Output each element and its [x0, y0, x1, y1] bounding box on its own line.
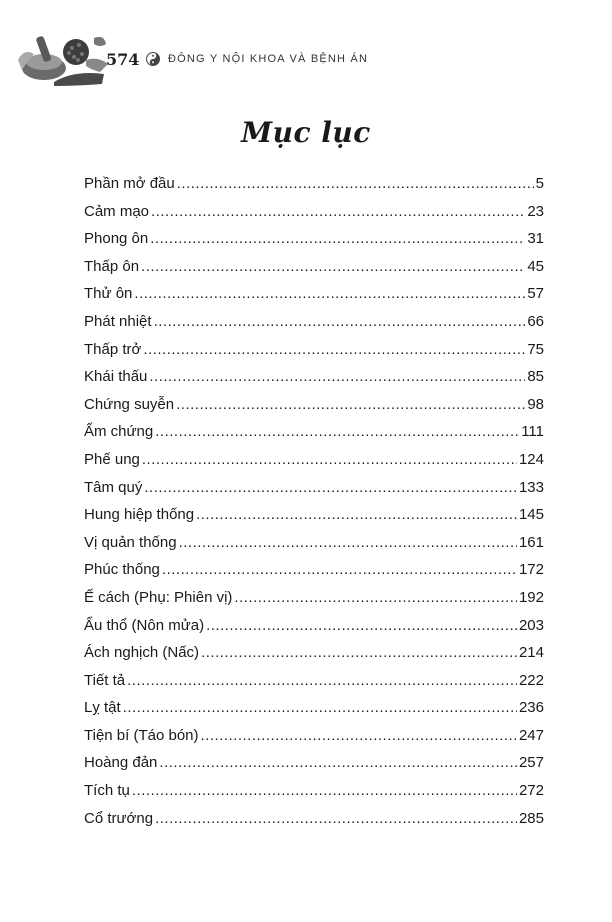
toc-entry[interactable]: [84, 589, 544, 617]
toc-entry[interactable]: [84, 506, 544, 534]
toc-entry[interactable]: [84, 313, 544, 341]
toc-entry[interactable]: [84, 699, 544, 727]
toc-entry[interactable]: [84, 396, 544, 424]
dot-leader: [149, 368, 525, 385]
toc-entry-page: 236: [518, 699, 544, 717]
dot-leader: [151, 203, 525, 220]
toc-entry[interactable]: [84, 285, 544, 313]
dot-leader: [154, 313, 526, 330]
toc-entry-label: Khái thấu: [84, 368, 148, 386]
toc-entry[interactable]: [84, 617, 544, 645]
dot-leader: [162, 561, 517, 578]
toc-entry-page: 257: [518, 754, 544, 772]
toc-entry-label: Tiết tả: [84, 671, 126, 689]
toc-entry-page: 214: [518, 644, 544, 662]
toc-entry-label: Tâm quý: [84, 478, 143, 496]
toc-entry-label: Tích tụ: [84, 782, 130, 800]
toc-entry[interactable]: [84, 341, 544, 369]
dot-leader: [123, 699, 517, 716]
dot-leader: [196, 506, 517, 523]
dot-leader: [234, 589, 517, 606]
dot-leader: [201, 644, 517, 661]
toc-entry-label: Hoàng đản: [84, 754, 158, 772]
toc-entry[interactable]: [84, 534, 544, 562]
toc-entry-page: 272: [518, 782, 544, 800]
toc-entry[interactable]: [84, 727, 544, 755]
dot-leader: [179, 534, 517, 551]
toc-entry-page: 66: [527, 312, 544, 330]
toc-entry[interactable]: [84, 203, 544, 231]
toc-entry[interactable]: [84, 810, 544, 838]
toc-title: Mục lục: [241, 116, 371, 149]
toc-entry-page: 222: [518, 671, 544, 689]
toc-entry-page: 111: [521, 423, 544, 441]
toc-entry[interactable]: [84, 782, 544, 810]
toc-entry[interactable]: [84, 230, 544, 258]
yin-yang-icon: [146, 52, 160, 66]
toc-entry-label: Ẩu thổ (Nôn mửa): [84, 616, 205, 634]
toc-entry-label: Vị quản thống: [84, 533, 177, 551]
toc-entry-page: 145: [518, 506, 544, 524]
dot-leader: [134, 285, 525, 302]
toc-entry[interactable]: [84, 423, 544, 451]
toc-entry-page: 23: [527, 202, 544, 220]
page-number: 574: [106, 50, 140, 69]
toc-entry-label: Ách nghịch (Nấc): [84, 644, 200, 662]
dot-leader: [141, 258, 525, 275]
toc-entry[interactable]: [84, 644, 544, 672]
dot-leader: [144, 479, 517, 496]
toc-entry[interactable]: [84, 479, 544, 507]
toc-entry-label: Lỵ tật: [84, 699, 121, 717]
toc-entry[interactable]: [84, 754, 544, 782]
toc-entry-page: 133: [518, 478, 544, 496]
toc-entry-label: Chứng suyễn: [84, 395, 175, 413]
toc-entry-page: 285: [518, 809, 544, 827]
book-title: ĐÔNG Y NỘI KHOA VÀ BỆNH ÁN: [168, 53, 369, 65]
dot-leader: [176, 396, 525, 413]
toc-entry-page: 5: [535, 175, 544, 192]
toc-entry-page: 98: [527, 395, 544, 413]
page-header: [0, 30, 612, 90]
toc-entry-page: 85: [527, 368, 544, 386]
toc-entry-page: 75: [527, 340, 544, 358]
toc-entry-label: Cổ trướng: [84, 809, 154, 827]
dot-leader: [142, 451, 517, 468]
toc-entry[interactable]: [84, 175, 544, 203]
toc-entry[interactable]: [84, 258, 544, 286]
dot-leader: [155, 810, 517, 827]
toc-entry-label: Thấp ôn: [84, 257, 140, 275]
toc-entry-page: 45: [527, 257, 544, 275]
toc-entry[interactable]: [84, 561, 544, 589]
toc-entry-label: Phát nhiệt: [84, 312, 152, 330]
toc-entry-label: Cảm mạo: [84, 202, 150, 220]
toc-entry-label: Ẩm chứng: [84, 423, 154, 441]
toc-entry-page: 57: [527, 285, 544, 303]
toc-entry-page: 192: [518, 588, 544, 606]
dot-leader: [201, 727, 517, 744]
dot-leader: [155, 423, 519, 440]
dot-leader: [143, 341, 525, 358]
toc-entry-label: Hung hiệp thống: [84, 506, 195, 524]
toc-entry-label: Phúc thống: [84, 561, 160, 579]
toc-entry-label: Phong ôn: [84, 230, 149, 248]
toc-entry-page: 124: [518, 450, 544, 468]
toc-entry-label: Ế cách (Phụ: Phiên vị): [84, 588, 233, 606]
table-of-contents: [84, 175, 544, 837]
toc-entry-label: Thử ôn: [84, 285, 133, 303]
toc-entry-label: Phế ung: [84, 450, 140, 468]
toc-entry-page: 172: [518, 561, 544, 579]
toc-entry-page: 161: [518, 533, 544, 551]
herbs-mortar-illustration: [14, 30, 112, 88]
dot-leader: [206, 617, 517, 634]
toc-entry-page: 31: [527, 230, 544, 248]
toc-entry-page: 203: [518, 616, 544, 634]
toc-entry-label: Tiện bí (Táo bón): [84, 726, 199, 744]
toc-entry-page: 247: [518, 726, 544, 744]
dot-leader: [150, 230, 525, 247]
dot-leader: [127, 672, 517, 689]
dot-leader: [132, 782, 517, 799]
toc-entry[interactable]: [84, 672, 544, 700]
toc-entry[interactable]: [84, 368, 544, 396]
dot-leader: [159, 754, 517, 771]
dot-leader: [177, 175, 534, 192]
toc-entry[interactable]: [84, 451, 544, 479]
toc-entry-label: Phần mở đầu: [84, 175, 175, 192]
toc-entry-label: Thấp trở: [84, 340, 142, 358]
